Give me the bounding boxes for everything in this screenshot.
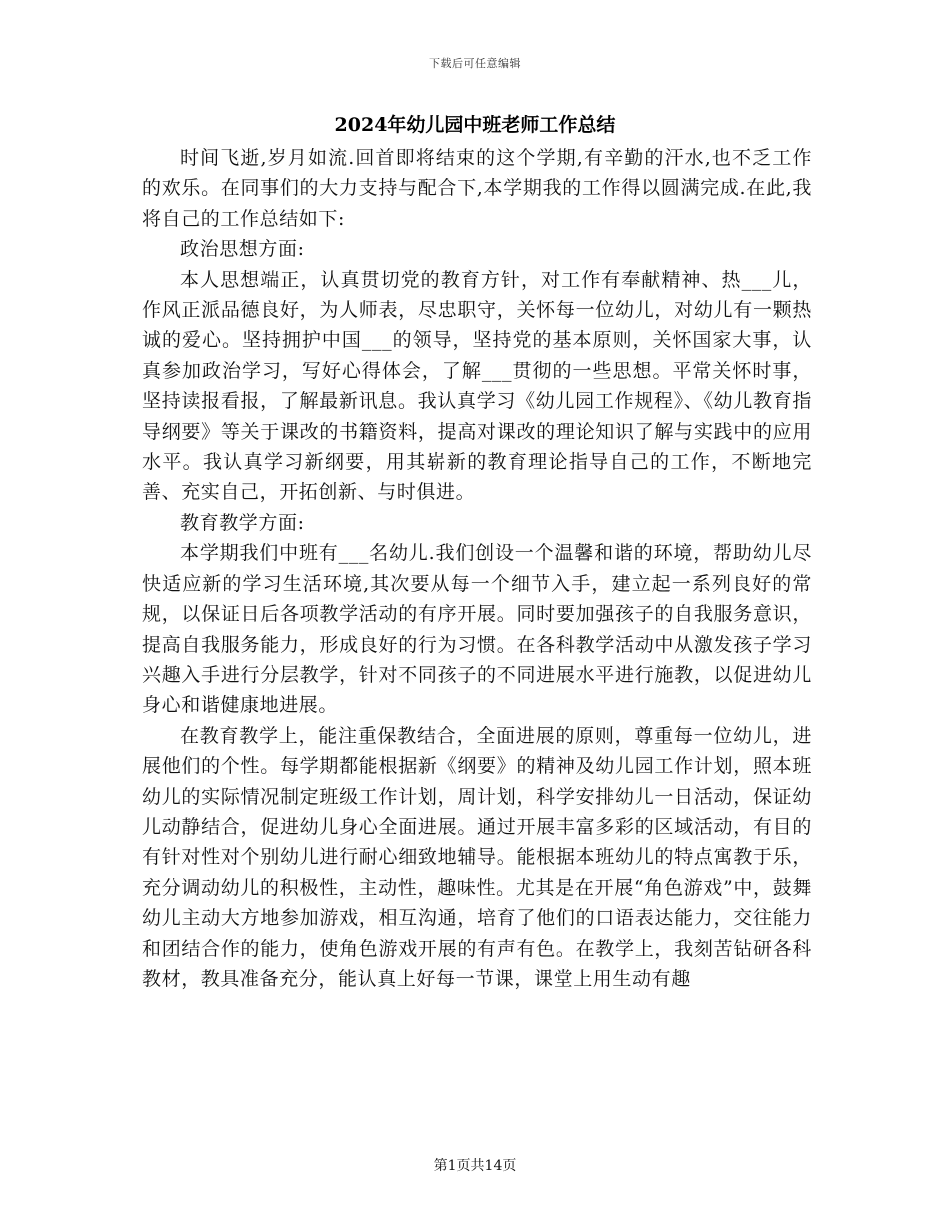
- paragraph-teaching-1: 本学期我们中班有___名幼儿.我们创设一个温馨和谐的环境，帮助幼儿尽快适应新的学习生活环境,其次要从每一个细节入手，建立起一系列良好的常规，以保证日后各项教学活动的有序开展。同时要加强孩子的自我服务意识，提高自我服务能力，形成良好的行为习惯。在各科教学活动中从激发孩子学习兴趣入手进行分层教学，针对不同孩子的不同进展水平进行施教，以促进幼儿身心和谐健康地进展。: [142, 542, 812, 717]
- page-footer: 第1页共14页: [433, 1158, 517, 1174]
- section-heading-politics: 政治思想方面:: [180, 238, 305, 261]
- document-body: [142, 143, 812, 994]
- section-heading-teaching: 教育教学方面:: [180, 511, 305, 534]
- document-title: 2024年幼儿园中班老师工作总结: [334, 114, 616, 136]
- header-note: 下载后可任意编辑: [429, 57, 521, 70]
- paragraph-intro: 时间飞逝,岁月如流.回首即将结束的这个学期,有辛勤的汗水,也不乏工作的欢乐。在同事们的大力支持与配合下,本学期我的工作得以圆满完成.在此,我将自己的工作总结如下:: [142, 147, 812, 230]
- paragraph-teaching-2: 在教育教学上，能注重保教结合，全面进展的原则，尊重每一位幼儿，进展他们的个性。每学期都能根据新《纲要》的精神及幼儿园工作计划，照本班幼儿的实际情况制定班级工作计划，周计划，科学安排幼儿一日活动，保证幼儿动静结合，促进幼儿身心全面进展。通过开展丰富多彩的区域活动，有目的有针对性对个别幼儿进行耐心细致地辅导。能根据本班幼儿的特点寓教于乐，充分调动幼儿的积极性，主动性，趣味性。尤其是在开展“角色游戏”中，鼓舞幼儿主动大方地参加游戏，相互沟通，培育了他们的口语表达能力，交往能力和团结合作的能力，使角色游戏开展的有声有色。在教学上，我刻苦钻研各科教材，教具准备充分，能认真上好每一节课，课堂上用生动有趣: [142, 724, 812, 990]
- paragraph-politics: 本人思想端正，认真贯切党的教育方针，对工作有奉献精神、热___儿，作风正派品德良好，为人师表，尽忠职守，关怀每一位幼儿，对幼儿有一颗热诚的爱心。坚持拥护中国___的领导，坚持党的基本原则，关怀国家大事，认真参加政治学习，写好心得体会，了解___贯彻的一些思想。平常关怀时事，坚持读报看报，了解最新讯息。我认真学习《幼儿园工作规程》、《幼儿教育指导纲要》等关于课改的书籍资料，提高对课改的理论知识了解与实践中的应用水平。我认真学习新纲要，用其崭新的教育理论指导自己的工作，不断地完善、充实自己，开拓创新、与时俱进。: [142, 268, 812, 504]
